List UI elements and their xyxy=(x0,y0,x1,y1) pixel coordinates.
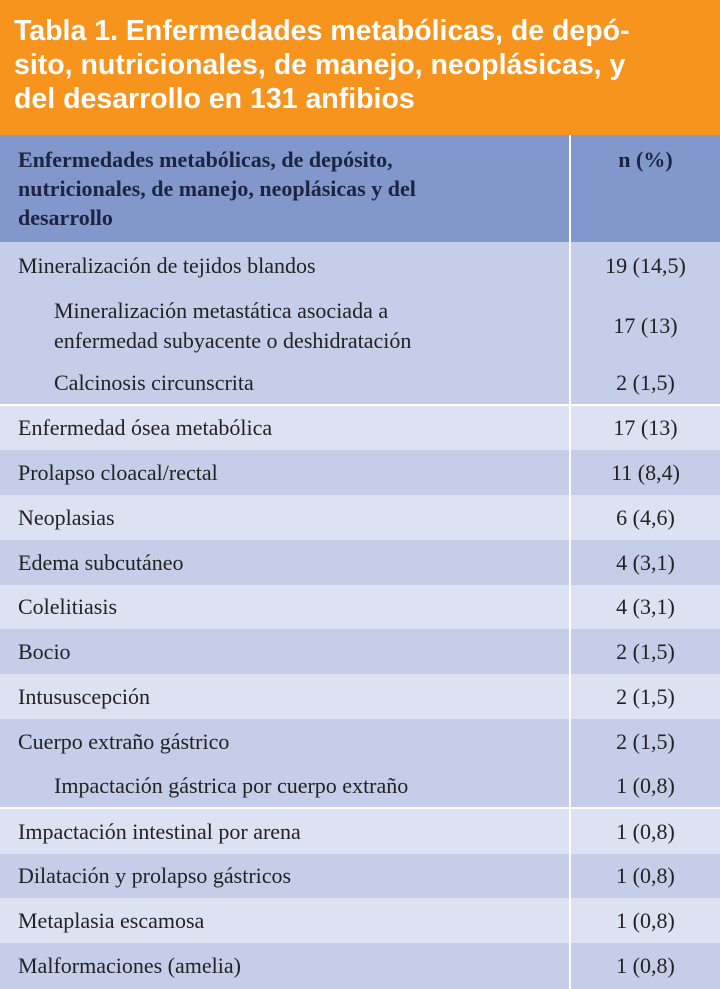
table-row xyxy=(0,242,720,289)
row-label: Impactación gástrica por cuerpo extraño xyxy=(0,764,570,808)
row-label: Edema subcutáneo xyxy=(0,540,570,585)
title-line: del desarrollo en 131 anfibios xyxy=(14,83,415,115)
table-row xyxy=(0,854,720,898)
row-value: 6 (4,6) xyxy=(570,495,720,540)
row-label: Intususcepción xyxy=(0,674,570,719)
row-value: 4 (3,1) xyxy=(570,540,720,585)
row-label: Malformaciones (amelia) xyxy=(0,943,570,989)
header-line: desarrollo xyxy=(18,205,113,230)
row-value: 2 (1,5) xyxy=(570,719,720,764)
title-line: Tabla 1. Enfermedades metabólicas, de depó- xyxy=(14,15,630,47)
header-line: Enfermedades metabólicas, de depósito, xyxy=(18,147,393,172)
row-value: 2 (1,5) xyxy=(570,674,720,719)
row-value: 4 (3,1) xyxy=(570,585,720,629)
table-row xyxy=(0,719,720,764)
header-row xyxy=(0,135,720,242)
row-value: 1 (0,8) xyxy=(570,943,720,989)
header-line: nutricionales, de manejo, neoplásicas y del xyxy=(18,176,416,201)
row-value: 1 (0,8) xyxy=(570,898,720,943)
row-value: 19 (14,5) xyxy=(570,242,720,289)
title-bar xyxy=(0,0,720,135)
table-row xyxy=(0,585,720,629)
row-label: Mineralización de tejidos blandos xyxy=(0,242,570,289)
row-label: Enfermedad ósea metabólica xyxy=(0,405,570,450)
table-row xyxy=(0,289,720,362)
row-value: 11 (8,4) xyxy=(570,450,720,495)
row-label: Colelitiasis xyxy=(0,585,570,629)
table-row xyxy=(0,943,720,989)
row-label xyxy=(0,289,570,362)
row-label: Cuerpo extraño gástrico xyxy=(0,719,570,764)
table-row xyxy=(0,362,720,405)
row-value: 1 (0,8) xyxy=(570,764,720,808)
row-value: 2 (1,5) xyxy=(570,629,720,674)
row-label: Dilatación y prolapso gástricos xyxy=(0,854,570,898)
row-label: Neoplasias xyxy=(0,495,570,540)
table-row xyxy=(0,495,720,540)
data-table xyxy=(0,135,720,989)
row-value: 1 (0,8) xyxy=(570,854,720,898)
row-label: Prolapso cloacal/rectal xyxy=(0,450,570,495)
row-value: 1 (0,8) xyxy=(570,808,720,854)
table-title xyxy=(14,14,710,116)
row-label: Impactación intestinal por arena xyxy=(0,808,570,854)
row-label: Metaplasia escamosa xyxy=(0,898,570,943)
table-row xyxy=(0,540,720,585)
row-value: 17 (13) xyxy=(570,289,720,362)
row-label: Calcinosis circunscrita xyxy=(0,362,570,405)
row-label: Bocio xyxy=(0,629,570,674)
table-row xyxy=(0,629,720,674)
row-label-line: Mineralización metastática asociada a xyxy=(54,297,389,323)
table-row xyxy=(0,405,720,450)
row-value: 2 (1,5) xyxy=(570,362,720,405)
table-row xyxy=(0,808,720,854)
table-row xyxy=(0,674,720,719)
row-label-line: enfermedad subyacente o deshidratación xyxy=(54,327,412,353)
table-row xyxy=(0,764,720,808)
table-row xyxy=(0,898,720,943)
header-count: n (%) xyxy=(570,135,720,242)
title-line: sito, nutricionales, de manejo, neoplásicas, y xyxy=(14,49,626,81)
row-value: 17 (13) xyxy=(570,405,720,450)
table-row xyxy=(0,450,720,495)
header-disease xyxy=(0,135,570,242)
